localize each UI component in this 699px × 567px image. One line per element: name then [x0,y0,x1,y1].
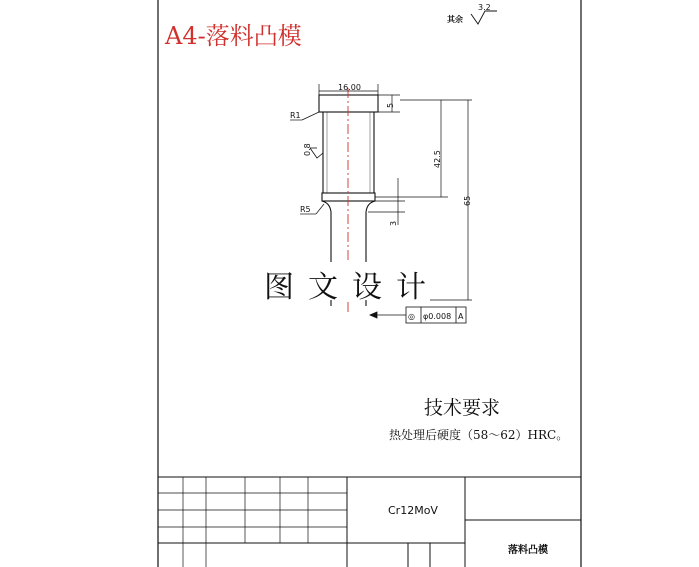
tolerance-frame [370,307,466,323]
roughness-other-value: 3.2 [478,3,491,12]
title-block-material: Cr12MoV [388,504,438,517]
roughness-other-symbol [471,11,497,24]
title-block-part-name: 落料凸模 [508,545,548,556]
tech-requirements-note: 热处理后硬度（58～62）HRC。 [389,428,569,442]
roughness-other-label: 其余 [447,14,463,24]
watermark-text: 图文设计 [264,270,440,305]
dim-body-length-label: 42.5 [433,150,442,168]
tolerance-value: φ0.008 [423,312,452,321]
radius-bottom-label: R5 [300,205,311,214]
tolerance-datum: A [458,312,464,321]
tech-requirements-title: 技术要求 [424,397,501,419]
dim-shoulder-label: 5 [386,102,395,108]
dim-width-label: 16.00 [338,83,361,92]
roughness-surface-value: 0.8 [303,143,312,156]
tolerance-symbol: ◎ [408,312,415,321]
dim-body-length [375,100,448,197]
radius-top-label: R1 [290,111,301,120]
dim-total-length-label: 65 [463,195,472,206]
drawing-title: A4-落料凸模 [165,22,302,50]
dim-neck-label: 3 [389,220,398,226]
